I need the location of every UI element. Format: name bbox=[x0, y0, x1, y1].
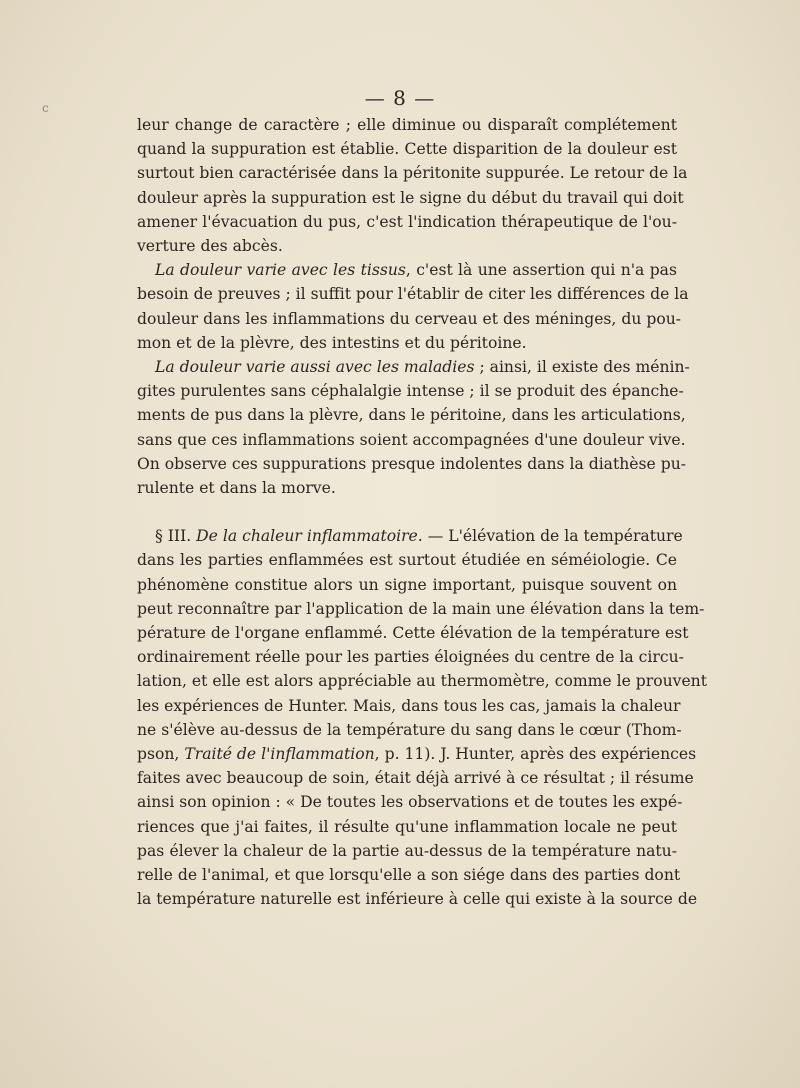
text-line: leur change de caractère ; elle diminue ou disparaît complétement bbox=[137, 116, 677, 134]
text-line: besoin de preuves ; il suffit pour l'établir de citer les différences de la bbox=[137, 285, 689, 304]
text-line: dans les parties enflammées est surtout étudiée en séméiologie. Ce bbox=[137, 551, 677, 570]
text-run: , p. 11). J. Hunter, après des expériences bbox=[374, 745, 697, 764]
text-line: faites avec beaucoup de soin, était déjà arrivé à ce résultat ; il résume bbox=[137, 769, 694, 788]
text-line: quand la suppuration est établie. Cette disparition de la douleur est bbox=[137, 140, 677, 159]
text-line: ne s'élève au-dessus de la température du sang dans le cœur (Thom- bbox=[137, 720, 682, 739]
italic-lead: La douleur varie aussi avec les maladies bbox=[155, 358, 475, 377]
text-line: On observe ces suppurations presque indolentes dans la diathèse pu- bbox=[137, 454, 687, 473]
paragraph-first-line bbox=[137, 355, 690, 379]
text-line: riences que j'ai faites, il résulte qu'une inflammation locale ne peut bbox=[137, 817, 677, 836]
text-line: phénomène constitue alors un signe important, puisque souvent on bbox=[137, 575, 677, 594]
section-gap bbox=[137, 500, 677, 524]
text-run: — L'élévation de la température bbox=[422, 527, 683, 546]
text-run: , c'est là une assertion qui n'a pas bbox=[405, 261, 677, 280]
text-line: pérature de l'organe enflammé. Cette élévation de la température est bbox=[137, 624, 689, 643]
text-line: pas élever la chaleur de la partie au-dessus de la température natu- bbox=[137, 841, 677, 860]
paragraph-first-line bbox=[137, 258, 677, 282]
text-run: pson, bbox=[137, 745, 185, 764]
section-heading-line bbox=[137, 524, 683, 548]
text-line: verture des abcès. bbox=[137, 237, 283, 256]
text-line: rulente et dans la morve. bbox=[137, 479, 336, 498]
text-line: ordinairement réelle pour les parties éloignées du centre de la circu- bbox=[137, 648, 684, 667]
cited-work: Traité de l'inflammation bbox=[184, 745, 375, 764]
text-line: amener l'évacuation du pus, c'est l'indication thérapeutique de l'ou- bbox=[137, 212, 677, 231]
body-text bbox=[137, 113, 707, 912]
margin-mark: c bbox=[42, 101, 49, 115]
text-line: lation, et elle est alors appréciable au thermomètre, comme le prouvent bbox=[137, 672, 707, 691]
text-run: ; ainsi, il existe des ménin- bbox=[474, 358, 690, 377]
text-line: ments de pus dans la plèvre, dans le péritoine, dans les articulations, bbox=[137, 406, 686, 425]
text-line: relle de l'animal, et que lorsqu'elle a son siége dans des parties dont bbox=[137, 866, 681, 885]
text-line: douleur dans les inflammations du cerveau et des méninges, du pou- bbox=[137, 309, 682, 328]
text-line: sans que ces inflammations soient accompagnées d'une douleur vive. bbox=[137, 430, 686, 449]
italic-lead: La douleur varie avec les tissus bbox=[155, 261, 406, 280]
text-line-with-citation bbox=[137, 742, 697, 766]
section-title: De la chaleur inflammatoire. bbox=[196, 527, 423, 546]
text-line: douleur après la suppuration est le signe du début du travail qui doit bbox=[137, 188, 684, 207]
text-line: la température naturelle est inférieure à celle qui existe à la source de bbox=[137, 890, 698, 909]
text-line: ainsi son opinion : « De toutes les observations et de toutes les expé- bbox=[137, 793, 683, 812]
text-line: mon et de la plèvre, des intestins et du péritoine. bbox=[137, 333, 527, 352]
text-line: peut reconnaître par l'application de la main une élévation dans la tem- bbox=[137, 599, 705, 618]
section-number: § III. bbox=[155, 527, 192, 546]
page-number: — 8 — bbox=[364, 86, 436, 110]
text-line: surtout bien caractérisée dans la péritonite suppurée. Le retour de la bbox=[137, 164, 688, 183]
text-line: les expériences de Hunter. Mais, dans tous les cas, jamais la chaleur bbox=[137, 696, 681, 715]
text-line: gites purulentes sans céphalalgie intense ; il se produit des épanche- bbox=[137, 382, 684, 401]
